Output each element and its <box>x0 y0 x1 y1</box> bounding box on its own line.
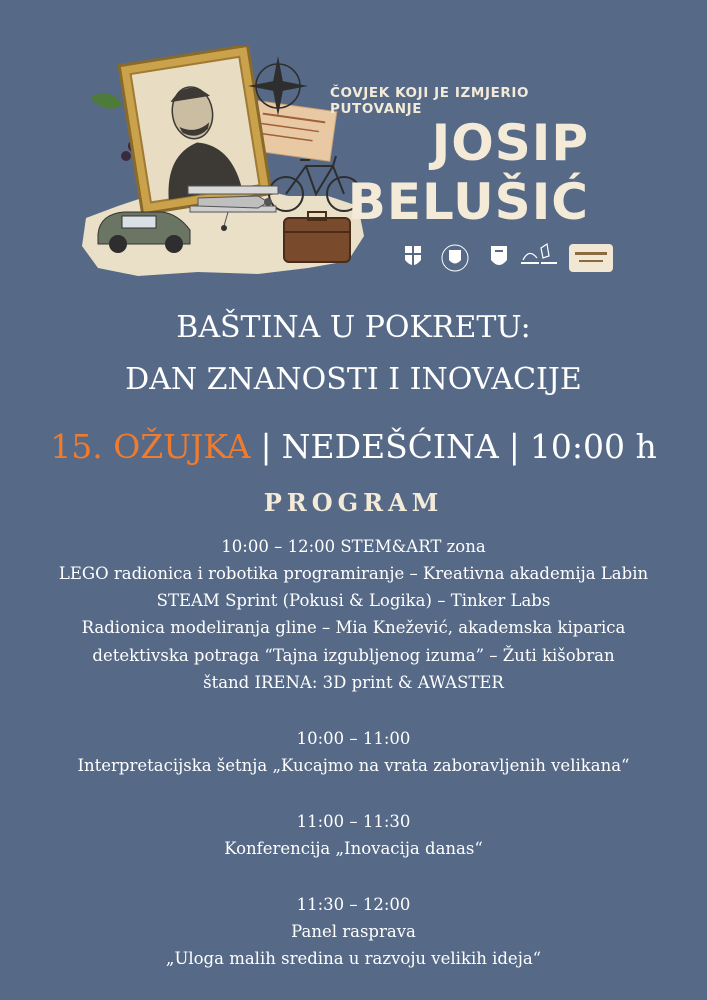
program-line: Interpretacijska šetnja „Kucajmo na vrata zaboravljenih velikana“ <box>77 756 630 775</box>
partner-logos <box>403 240 615 276</box>
istria-logo <box>521 253 539 264</box>
separator: | <box>260 427 272 466</box>
coat-of-arms-icon <box>491 246 507 265</box>
collage-illustration <box>78 46 368 278</box>
program-line: 10:00 – 12:00 STEM&ART zona <box>221 537 486 556</box>
hero-last-name: BELUŠIĆ <box>347 173 589 231</box>
program-line: Radionica modeliranja gline – Mia Knežević, akademska kiparica <box>81 618 626 637</box>
program-line: 11:00 – 11:30 <box>296 812 411 831</box>
program-line: LEGO radionica i robotika programiranje – Kreativna akademija Labin <box>58 564 649 583</box>
event-date: 15. OŽUJKA <box>50 427 251 466</box>
headline-line-2: DAN ZNANOSTI I INOVACIJE <box>125 362 582 397</box>
event-place: NEDEŠĆINA <box>281 427 499 466</box>
coat-of-arms-icon <box>442 245 468 271</box>
program-line: detektivska potraga “Tajna izgubljenog izuma” – Žuti kišobran <box>92 646 615 665</box>
istra-logo <box>541 244 557 264</box>
program-line: STEAM Sprint (Pokusi & Logika) – Tinker Labs <box>156 591 551 610</box>
program-line: „Uloga malih sredina u razvoju velikih ideja“ <box>165 949 542 968</box>
event-time: 10:00 h <box>529 427 657 466</box>
program-line: 10:00 – 11:00 <box>296 729 411 748</box>
program-line: Konferencija „Inovacija danas“ <box>224 839 483 858</box>
program-line: 11:30 – 12:00 <box>296 895 411 914</box>
headline-line-1: BAŠTINA U POKRETU: <box>176 310 531 345</box>
haustina-logo <box>569 244 613 272</box>
event-dateline <box>0 427 707 466</box>
hero-first-name: JOSIP <box>431 114 589 172</box>
program-title: PROGRAM <box>263 488 444 517</box>
coat-of-arms-icon <box>405 246 421 266</box>
hero-subtitle: ČOVJEK KOJI JE IZMJERIO PUTOVANJE <box>330 85 530 117</box>
program-line: Panel rasprava <box>291 922 416 941</box>
separator: | <box>508 427 520 466</box>
program-line: štand IRENA: 3D print & AWASTER <box>203 673 504 692</box>
